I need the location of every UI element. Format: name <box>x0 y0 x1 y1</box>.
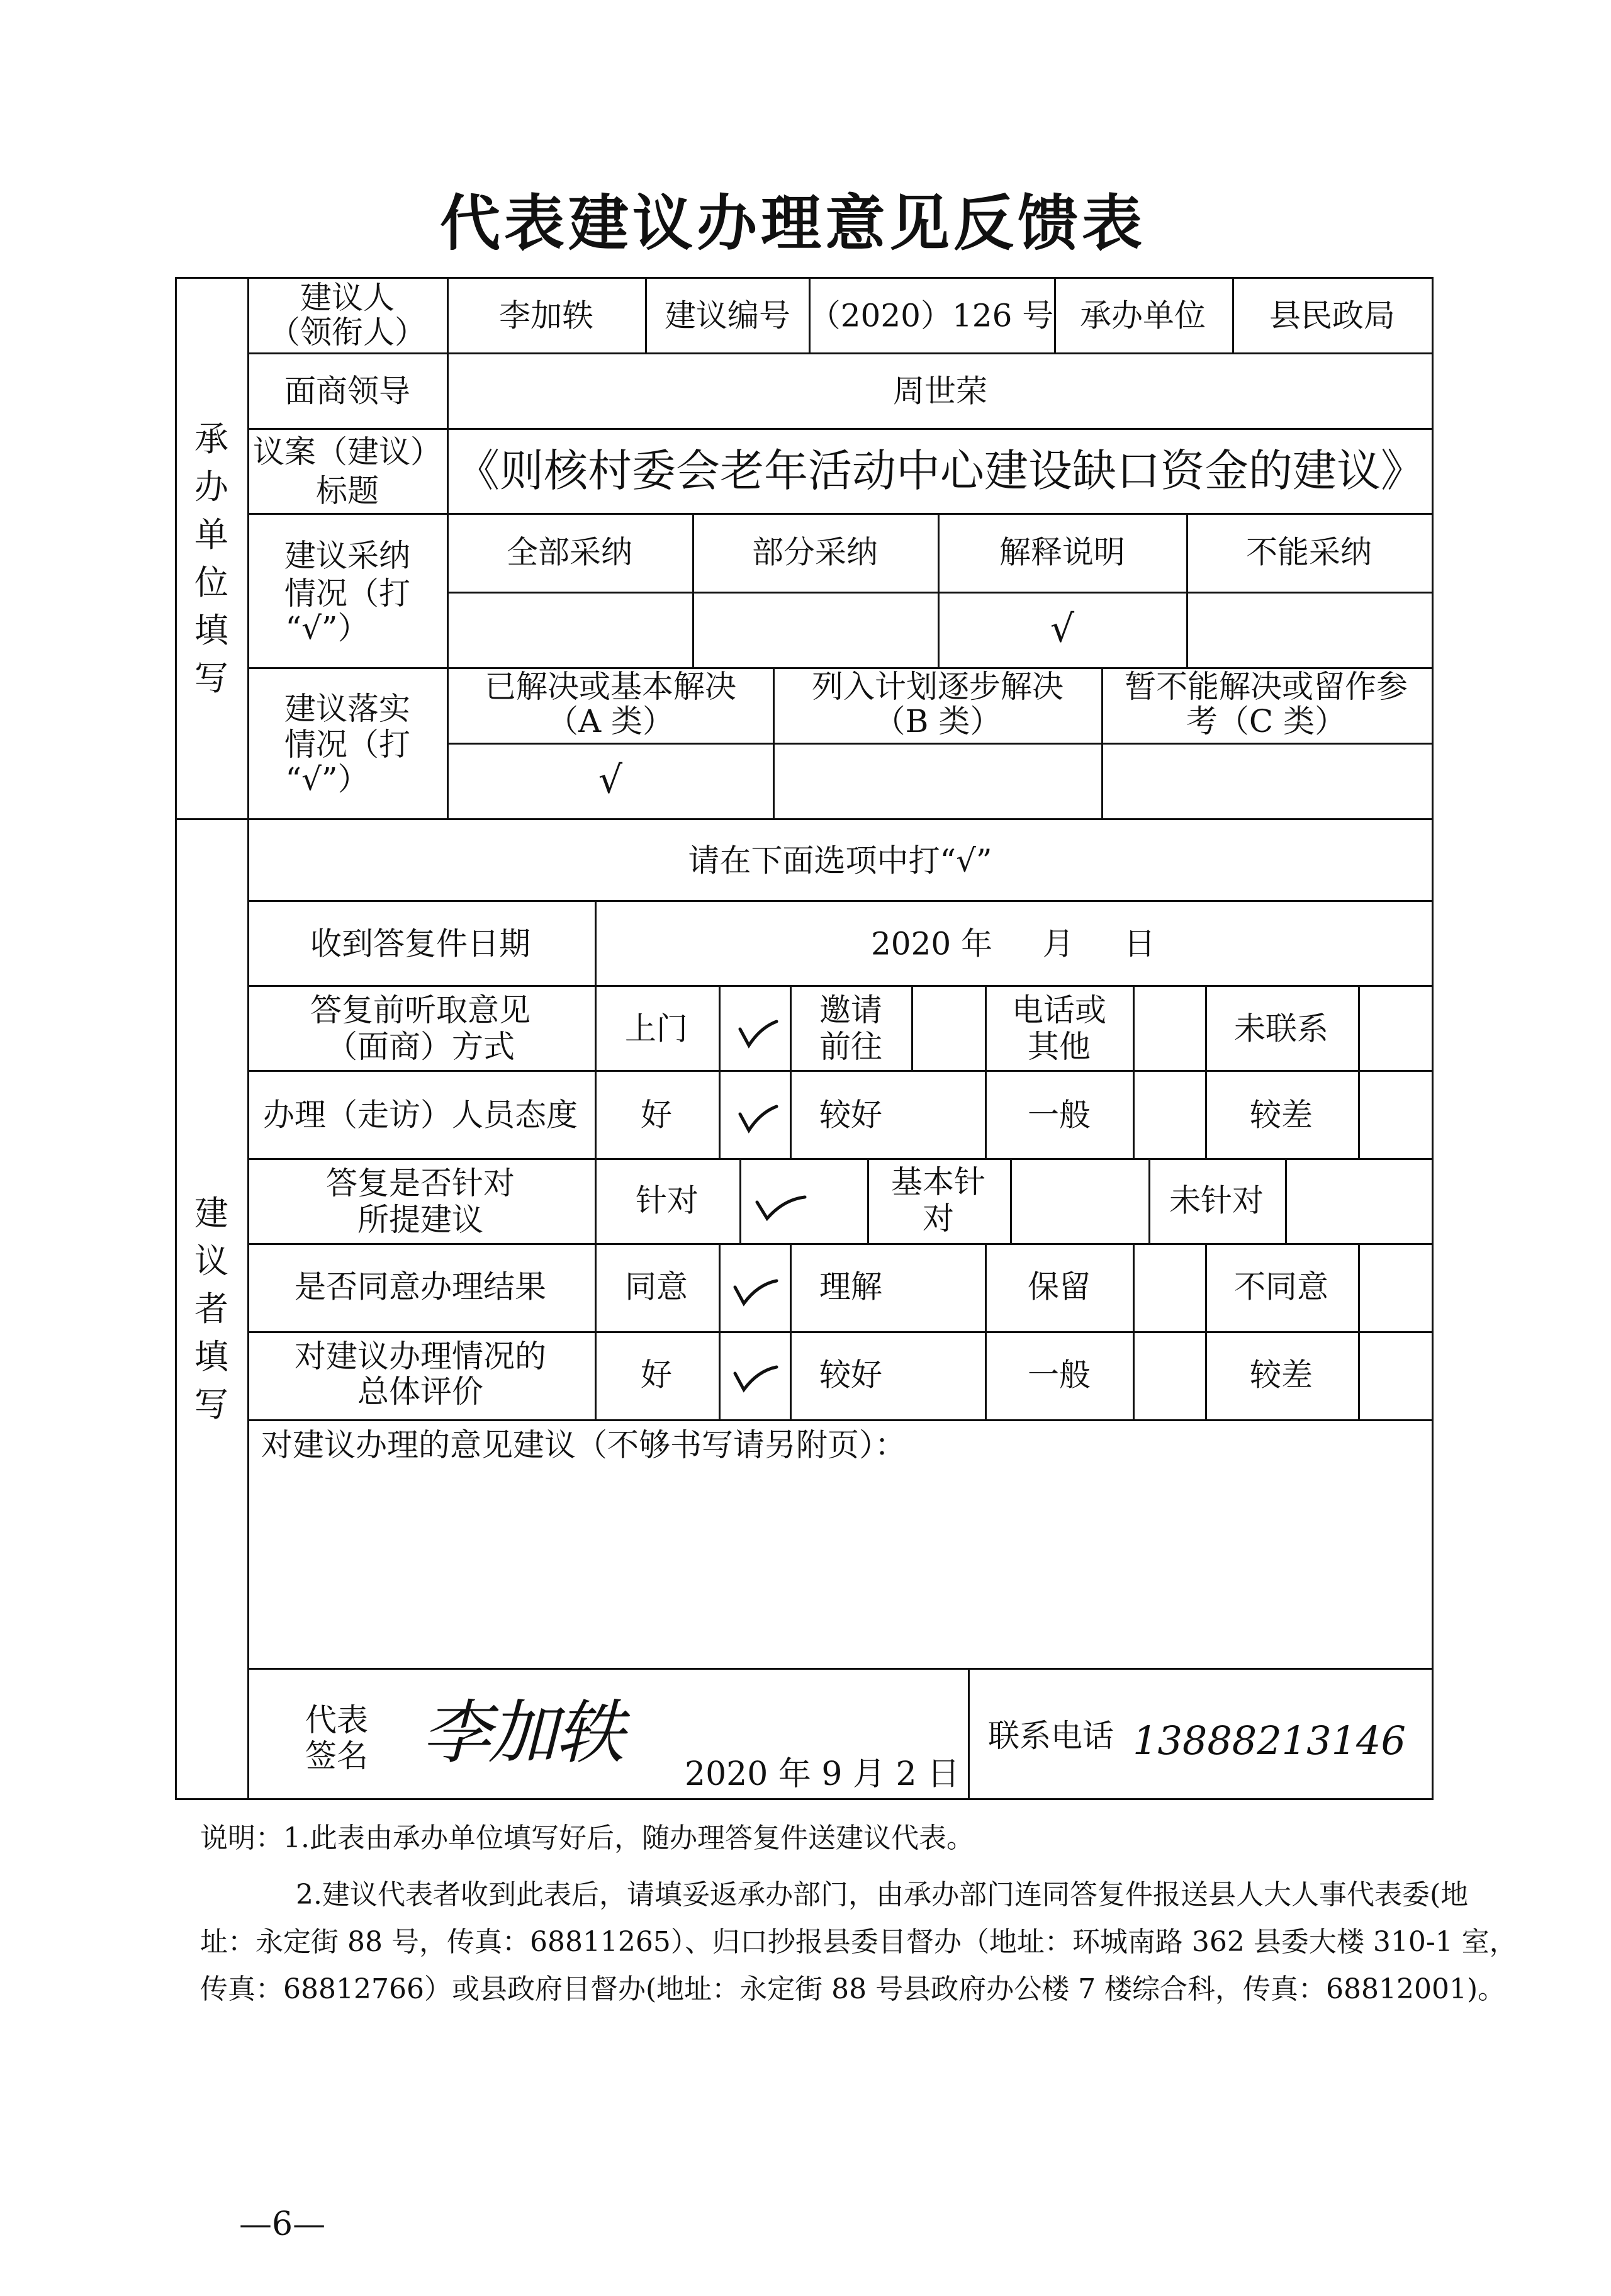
attitude-label: 办理（走访）人员态度 <box>263 1096 578 1134</box>
overall-opt-better: 较好 <box>819 1356 882 1393</box>
opinion-opt-phone-2: 其他 <box>1028 1028 1091 1065</box>
adopt-label-3: “√”） <box>285 610 369 646</box>
opinion-label-sub: （面商）方式 <box>326 1028 515 1065</box>
target-opt-yes: 针对 <box>636 1182 699 1219</box>
page-title: 代表建议办理意见反馈表 <box>440 188 1146 259</box>
case-title: 《则核村委会老年活动中心建设缺口资金的建议》 <box>456 444 1425 497</box>
overall-check-icon <box>730 1354 780 1398</box>
attitude-opt-better: 较好 <box>819 1096 882 1134</box>
proposer-label: 建议人 <box>300 279 395 316</box>
note-1: 说明：1.此表由承办单位填写好后，随办理答复件送建议代表。 <box>200 1822 974 1854</box>
adopt-check-mark: √ <box>1050 607 1075 651</box>
overall-label-sub: 总体评价 <box>357 1373 483 1410</box>
note-4: 传真：68812766）或县政府目督办(地址：永定街 88 号县政府办公楼 7 楼综合科，传真：68812001)。 <box>200 1973 1506 2005</box>
sign-date: 2020 年 9 月 2 日 <box>685 1755 960 1793</box>
leader-value: 周世荣 <box>893 373 987 410</box>
target-check-icon <box>752 1183 809 1227</box>
sign-label: 代表 <box>305 1702 368 1738</box>
number-label: 建议编号 <box>665 297 790 334</box>
target-opt-no: 未针对 <box>1169 1182 1264 1219</box>
overall-opt-good: 好 <box>641 1356 672 1393</box>
opinion-check-icon <box>735 1010 779 1054</box>
page-number: —6— <box>239 2205 326 2243</box>
overall-label: 对建议办理情况的 <box>295 1338 546 1375</box>
adopt-label: 建议采纳 <box>284 537 410 574</box>
opinion-label: 答复前听取意见 <box>310 992 530 1028</box>
attitude-opt-good: 好 <box>641 1096 672 1134</box>
number-value: （2020）126 号 <box>809 297 1054 334</box>
agree-opt-disagree: 不同意 <box>1234 1268 1328 1305</box>
leader-label: 面商领导 <box>284 373 410 410</box>
target-opt-basic: 基本针 <box>891 1164 985 1200</box>
date-label: 收到答复件日期 <box>310 925 530 962</box>
note-3: 址：永定街 88 号，传真：68811265）、归口抄报县委目督办（地址：环城南路 362 县委大楼 310-1 室， <box>200 1926 1517 1958</box>
feedback-instruction: 请在下面选项中打“√” <box>688 842 992 879</box>
impl-label-3: “√”） <box>285 761 369 797</box>
impl-option-a: 已解决或基本解决 <box>485 668 736 705</box>
opinion-opt-invite-2: 前往 <box>819 1028 882 1065</box>
date-value: 2020 年 月 日 <box>870 925 1156 962</box>
sign-label-sub: 签名 <box>305 1738 368 1774</box>
target-label: 答复是否针对 <box>326 1165 515 1201</box>
opinion-opt-phone: 电话或 <box>1012 992 1106 1028</box>
impl-option-a-class: （A 类） <box>546 703 675 740</box>
impl-option-b: 列入计划逐步解决 <box>812 668 1064 705</box>
proposer-value: 李加轶 <box>499 297 593 334</box>
comment-label: 对建议办理的意见建议（不够书写请另附页）： <box>261 1427 906 1463</box>
section-a-label: 承办单位填写 <box>194 419 228 698</box>
attitude-opt-poor: 较差 <box>1250 1096 1313 1134</box>
impl-option-b-class: （B 类） <box>873 703 1002 740</box>
case-label: 议案（建议） <box>253 434 442 470</box>
opinion-opt-invite: 邀请 <box>819 992 882 1028</box>
signature: 李加轶 <box>422 1692 622 1773</box>
opinion-opt-visit: 上门 <box>625 1010 688 1047</box>
attitude-check-icon <box>735 1095 779 1139</box>
attitude-opt-average: 一般 <box>1028 1096 1091 1134</box>
phone-value: 13888213146 <box>1133 1718 1406 1764</box>
agree-check-icon <box>730 1268 780 1312</box>
case-label-sub: 标题 <box>316 473 379 509</box>
unit-label: 承办单位 <box>1080 297 1206 334</box>
overall-opt-average: 一般 <box>1028 1356 1091 1393</box>
impl-label: 建议落实 <box>284 690 410 727</box>
adopt-option-explain: 解释说明 <box>999 534 1125 571</box>
adopt-label-2: 情况（打 <box>284 575 410 612</box>
adopt-option-reject: 不能采纳 <box>1246 534 1372 571</box>
target-label-sub: 所提建议 <box>357 1201 483 1238</box>
impl-label-2: 情况（打 <box>284 726 410 763</box>
unit-value: 县民政局 <box>1269 297 1395 334</box>
note-2: 2.建议代表者收到此表后，请填妥返承办部门，由承办部门连同答复件报送县人大人事代表委(地 <box>296 1879 1469 1911</box>
impl-option-c-class: 考（C 类） <box>1186 703 1347 740</box>
proposer-label-sub: （领衔人） <box>269 314 426 351</box>
impl-check-mark: √ <box>598 758 623 802</box>
agree-opt-agree: 同意 <box>625 1268 688 1305</box>
opinion-opt-none: 未联系 <box>1234 1010 1328 1047</box>
agree-opt-reserve: 保留 <box>1028 1268 1091 1305</box>
adopt-option-all: 全部采纳 <box>507 534 632 571</box>
overall-opt-poor: 较差 <box>1250 1356 1313 1393</box>
target-opt-basic-2: 对 <box>923 1200 954 1237</box>
section-b-label: 建议者填写 <box>194 1193 228 1424</box>
adopt-option-partial: 部分采纳 <box>752 534 878 571</box>
agree-opt-understand: 理解 <box>819 1268 882 1305</box>
impl-option-c: 暂不能解决或留作参 <box>1125 668 1408 705</box>
phone-label: 联系电话 <box>988 1718 1114 1754</box>
agree-label: 是否同意办理结果 <box>295 1268 546 1305</box>
